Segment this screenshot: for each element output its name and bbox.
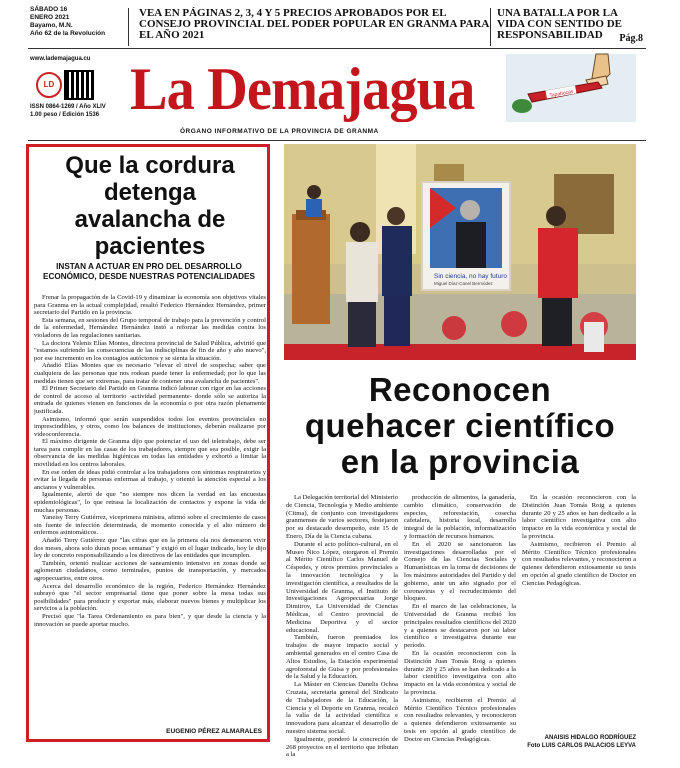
date-line: SÁBADO 16 [30, 6, 68, 13]
paragraph: En el 2020 se sancionaron las investigaciones desarrolladas por el Consejo de las Ciencias Sociales y Humanísticas en la toma de decisiones de los máximos autoridades del Partido y del gobierno, ante un año signado por el coronavirus y el recrudecimiento del bloqueo. [404, 540, 516, 603]
teaser-prices[interactable]: VEA EN PÁGINAS 2, 3, 4 Y 5 PRECIOS APROBADOS POR EL CONSEJO PROVINCIAL DEL PODER POPULAR EN GRANMA PARA EL AÑO 2021 [128, 8, 491, 46]
paragraph: Precisó que "la Tarea Ordenamiento es para bien", y que desde la ciencia y la innovación se puede aportar mucho. [34, 612, 266, 628]
paragraph: Añadió Terry Gutiérrez que "las cifras que en la primera ola nos demoraron vivir dos meses, ahora solo duran pocas semanas" y exigió en el lugar indicado, hoy le dijo ley de concreto responsabilizando a los directivos de las entidades que incumplen. [34, 537, 266, 560]
teaser-battle-text: UNA BATALLA POR LA VIDA CON SENTIDO DE RESPONSABILIDAD [497, 7, 622, 41]
ld-logo-icon: LD [36, 72, 62, 98]
paragraph: Asimismo, recibieron el Premio al Mérito Científico Técnico profesionales con resultados relevantes, y reconocieron a quienes defendieron exitosamente su tesis en opción al grado científico de Doctor en Ciencias Pedagógicas. [522, 540, 636, 587]
poster-subcaption: Miguel Díaz-Canel Bermúdez [434, 281, 493, 286]
right-article-column-1 [286, 494, 398, 759]
paragraph: En la ocasión reconocieron con la Distinción Juan Tomás Roig a quienes durante 20 y 25 años se han dedicado a la labor científico investigativa con alto impacto en la vida económica y social de la provincia. [522, 494, 636, 540]
paragraph: También, fueron premiados los trabajos de mayor impacto social y ambiental generados en el centro Casa de Altos Estudios, la Estación experimental agroforestal de Guisa y por profesionales de la Salud y la Educación. [286, 634, 398, 681]
left-article-subheadline: INSTAN A ACTUAR EN PRO DEL DESARROLLO ECONÓMICO, DESDE NUESTRAS POTENCIALIDADES [43, 262, 255, 281]
paragraph: Asimismo, informó que serán suspendidos todos los eventos provinciales no imprescindibles, y otros, como los balances de instituciones, deberán realizarse por videoconferencia. [34, 415, 266, 438]
issue-date-block [30, 6, 122, 48]
hand-mask-icon [506, 54, 636, 122]
photo-scene [284, 144, 636, 360]
paragraph: Yaneisy Terry Gutiérrez, viceprimera ministra, afirmó sobre el crecimiento de casos sin fuente de infección determinada, de momento conocida y el alto número de enfermos asintomáticos. [34, 514, 266, 537]
left-article-body [34, 294, 266, 728]
price-edition-line: 1.00 peso / Edición 1536 [30, 112, 100, 118]
paragraph: La Delegación territorial del Ministerio de Ciencia, Tecnología y Medio ambiente (Citma), de conjunto con investigadores granmenses de varios sectores, festejaron por su destacado desempeño, este 15 de Enero, Día de la Ciencia cubana. [286, 494, 398, 540]
award-ceremony-photo[interactable] [284, 144, 636, 360]
date-line: Bayamo, M.N. [30, 22, 73, 29]
masthead-divider [28, 140, 646, 141]
left-article-author: EUGENIO PÉREZ ALMARALES [166, 728, 262, 735]
teaser-battle[interactable] [490, 8, 643, 46]
paragraph: Añadió Elías Montes que es necesario "elevar el nivel de sospecha; saber que cualquiera de las personas que nos rodean puede tener la enfermedad; por lo que las medidas tienen que ser extremas, para tratar de contener una avalancha de pacientes". [34, 362, 266, 385]
paragraph: El Primer Secretario del Partido en Granma indicó laborar con rigor en las acciones de control de acceso al territorio -actividad permanente- donde sólo se autoriza la entrada de quienes vienen en funciones de la economía o por otra razón plenamente justificada. [34, 385, 266, 415]
paragraph: Acerca del desarrollo económico de la región, Federico Hernández Hernández subrayó que "el sector empresarial tiene que poner sobre la mesa todas sus posibilidades" para producir y exportar más, elaborar nuevos bienes y multiplicar los servicios a la población. [34, 582, 266, 613]
paragraph: Igualmente, alertó de que "no siempre nos dicen la verdad en las encuestas epidemiológicas", lo que retrasa la localización de contactos y expone la vida de muchas personas. [34, 491, 266, 514]
paragraph: El máximo dirigente de Granma dijo que potenciar el uso del teletrabajo, debe ser tarea para cumplir en las casas de los trabajadores, siempre que sea posible, exigir la observancia de las medidas higiénicas en todas las entidades y exhortó a limitar la movilidad en los centros laborales. [34, 438, 266, 469]
right-article-credits [524, 734, 636, 750]
paragraph: La Máster en Ciencias Danelis Ochoa Cruzata, secretaria general del Sindicato de Trabajadores de la Educación, la Ciencia y el Deporte en Granma, recalcó la valía de la actividad científica e innovadora para alcanzar el desarrollo de nuestro sistema social. [286, 681, 398, 735]
right-article-headline[interactable]: Reconocen quehacer científico en la provincia [304, 371, 616, 480]
date-line: Año 62 de la Revolución [30, 30, 106, 37]
poster-caption: Sin ciencia, no hay futuro [434, 273, 507, 280]
masthead-subtitle: ÓRGANO INFORMATIVO DE LA PROVINCIA DE GRANMA [180, 128, 379, 135]
website-link[interactable]: www.lademajagua.cu [30, 56, 91, 62]
paragraph: Frenar la propagación de la Covid-19 y dinamizar la economía son objetivos vitales para Granma en la actual complejidad, resaltó Federico Hernández Hernández, primer secretario del Partido en la provincia. [34, 294, 266, 317]
mask-illustration[interactable] [506, 54, 636, 122]
paragraph: Durante el acto político-cultural, en el Museo Ñico López, otorgaron el Premio al Mérito Científico Carlos Manuel de Céspedes, y otros premios provinciales a la innovación tecnológica y la investigación científica, a resultados de la Universidad de Granma, el Instituto de Investigaciones Agropecuarias Jorge Dimitrov, La Universidad de Ciencias Médicas, el Centro provincial de Medicina Deportiva y el sector educacional. [286, 540, 398, 634]
paragraph: La doctora Yelenis Elías Montes, directora provincial de Salud Pública, advirtió que "estamos sufriendo las consecuencias de las indisciplinas de fin de año y año nuevo", por ese incremento en los contagios autóctonos y se sienta la situación. [34, 339, 266, 362]
qr-code-icon [64, 70, 94, 100]
right-article-column-2 [404, 494, 516, 746]
right-article-author: ANAISIS HIDALGO RODRÍGUEZ [544, 735, 636, 741]
issn-line: ISSN 0864-1269 / Año XLIV [30, 104, 106, 110]
left-article-headline[interactable]: Que la cordura detenga avalancha de pacientes [65, 152, 235, 260]
masthead-title: La Demajagua [130, 56, 475, 122]
paragraph: producción de alimentos, la ganadería, cambio climático, conservación de especies, reforestación, cosecha cafetalera, historia local, desarrollo integral de la población, informatización y formación de recursos humanos. [404, 494, 516, 540]
paragraph: En la ocasión reconocieron con la Distinción Juan Tomás Roig a quienes durante 20 y 25 años se han dedicado a la labor científico investigativa con alto impacto en la vida económica y social de la provincia. [404, 649, 516, 696]
photo-credit: Foto LUIS CARLOS PALACIOS LEYVA [527, 743, 636, 749]
paragraph: En ese orden de ideas pidió controlar a los trabajadores con síntomas respiratorios y evitar la llegada de personas enfermas al trabajo, y orientó la atención especial a los ancianos y vulnerables. [34, 468, 266, 491]
illustration-label: Tapabocas [549, 88, 574, 100]
paragraph: En el marco de las celebraciones, la Universidad de Granma recibió los principales resultados científicos del 2020 y a quienes se destacaron por su labor científico e investigativa durante ese período. [404, 603, 516, 650]
paragraph: También, orientó realizar acciones de saneamiento intensivo en zonas donde se aglomeran ciudadanos, como terminales, puntos de transportación, y mercados agropecuarios, entre otros. [34, 559, 266, 582]
right-article-column-3 [522, 494, 636, 698]
teaser-page-ref: Pág.8 [619, 33, 643, 44]
paragraph: Asimismo, recibieron el Premio al Mérito Científico Técnico profesionales con resultados relevantes, y reconocieron a quienes defendieron exitosamente su tesis en opción al grado científico de Doctor en Ciencias Pedagógicas. [404, 696, 516, 743]
paragraph: Igualmente, ponderó la concreción de 268 proyectos en el territorio que tributan a la [286, 735, 398, 759]
paragraph: Esta semana, en sesiones del Grupo temporal de trabajo para la prevención y control de la enfermedad, Hernández Hernández instó a reforzar las medidas contra los violadores de las regulaciones sanitarias. [34, 316, 266, 339]
date-line: ENERO 2021 [30, 14, 70, 21]
header-divider [28, 48, 646, 49]
